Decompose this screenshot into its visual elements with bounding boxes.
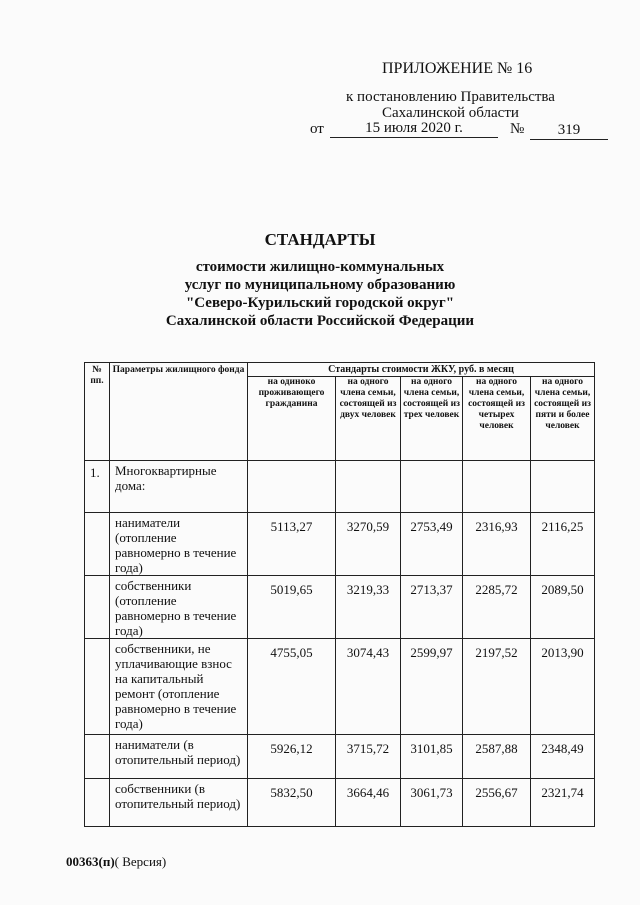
- appendix-region-line: Сахалинской области: [382, 105, 519, 121]
- date-label: от: [310, 121, 324, 137]
- header-group: Стандарты стоимости ЖКУ, руб. в месяц: [248, 363, 595, 377]
- value-cell: 5832,50: [248, 779, 336, 827]
- document-code: [66, 854, 166, 870]
- header-col-5: на одного члена семьи, состоящей из пяти и более человек: [531, 377, 595, 461]
- document-title: СТАНДАРТЫ: [264, 230, 376, 249]
- row-label: наниматели (отопление равномерно в течение года): [110, 513, 248, 576]
- decree-date: 15 июля 2020 г.: [330, 119, 498, 138]
- value-cell: 3219,33: [336, 576, 401, 639]
- subtitle-line-1: стоимости жилищно-коммунальных: [195, 259, 445, 275]
- appendix-decree-line: к постановлению Правительства: [346, 89, 555, 105]
- table-row: [85, 513, 595, 576]
- value-cell: 3270,59: [336, 513, 401, 576]
- value-cell: 3101,85: [401, 735, 463, 779]
- row-label: собственники (отопление равномерно в течение года): [110, 576, 248, 639]
- number-label: №: [510, 121, 525, 137]
- header-params: Параметры жилищного фонда: [110, 363, 248, 461]
- row-label: собственники (в отопительный период): [110, 779, 248, 827]
- subtitle-line-4: Сахалинской области Российской Федерации: [165, 313, 475, 329]
- subtitle-line-2: услуг по муниципальному образованию: [184, 277, 456, 293]
- header-col-4: на одного члена семьи, состоящей из четырех человек: [463, 377, 531, 461]
- table-row: [85, 576, 595, 639]
- value-cell: 2713,37: [401, 576, 463, 639]
- header-col-2: на одного члена семьи, состоящей из двух человек: [336, 377, 401, 461]
- value-cell: 2753,49: [401, 513, 463, 576]
- table-row: [85, 639, 595, 735]
- value-cell: 3664,46: [336, 779, 401, 827]
- section-label: Многоквартирные дома:: [110, 461, 248, 513]
- table-row: [85, 779, 595, 827]
- value-cell: 2013,90: [531, 639, 595, 735]
- value-cell: 2089,50: [531, 576, 595, 639]
- subtitle-line-3: "Северо-Курильский городской округ": [185, 295, 455, 311]
- header-col-3: на одного члена семьи, состоящей из трех человек: [401, 377, 463, 461]
- appendix-number: ПРИЛОЖЕНИЕ № 16: [382, 60, 533, 77]
- value-cell: 2599,97: [401, 639, 463, 735]
- row-label: наниматели (в отопительный период): [110, 735, 248, 779]
- document-version: ( Версия): [114, 854, 167, 869]
- header-num: № пп.: [85, 363, 110, 461]
- row-label: собственники, не уплачивающие взнос на капитальный ремонт (отопление равномерно в течение года): [110, 639, 248, 735]
- value-cell: 2316,93: [463, 513, 531, 576]
- header-col-1: на одиноко проживающего гражданина: [248, 377, 336, 461]
- table-row: [85, 735, 595, 779]
- value-cell: 2587,88: [463, 735, 531, 779]
- table-row: [85, 461, 595, 513]
- document-code-number: 00363(п): [66, 854, 115, 869]
- value-cell: 2556,67: [463, 779, 531, 827]
- row-number: 1.: [85, 461, 110, 513]
- value-cell: 5019,65: [248, 576, 336, 639]
- value-cell: 4755,05: [248, 639, 336, 735]
- value-cell: 5926,12: [248, 735, 336, 779]
- value-cell: 2116,25: [531, 513, 595, 576]
- value-cell: 3074,43: [336, 639, 401, 735]
- value-cell: 5113,27: [248, 513, 336, 576]
- value-cell: 3715,72: [336, 735, 401, 779]
- value-cell: 2285,72: [463, 576, 531, 639]
- value-cell: 2348,49: [531, 735, 595, 779]
- decree-number: 319: [530, 121, 608, 140]
- value-cell: 3061,73: [401, 779, 463, 827]
- value-cell: 2321,74: [531, 779, 595, 827]
- standards-table: [84, 362, 595, 827]
- value-cell: 2197,52: [463, 639, 531, 735]
